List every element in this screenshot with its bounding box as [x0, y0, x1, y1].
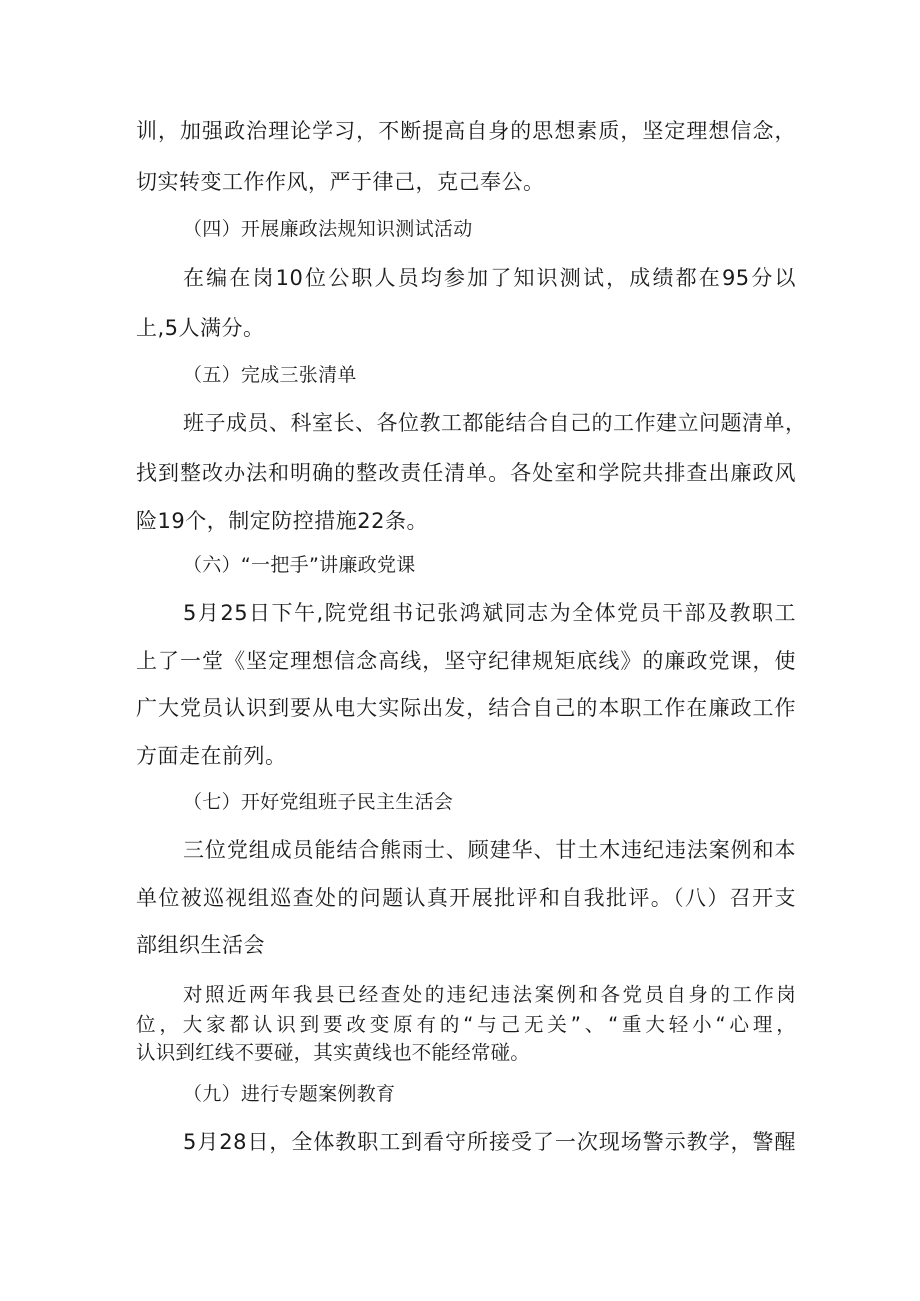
paragraph-line: 班子成员、科室长、各位教工都能结合自己的工作建立问题清单， — [183, 411, 807, 435]
paragraph-line: 对照近两年我县已经查处的违纪违法案例和各党员自身的工作岗 — [183, 983, 796, 1006]
paragraph-line: 切实转变工作作风，严于律己，克己奉公。 — [136, 170, 545, 194]
paragraph-line: 5月28日，全体教职工到看守所接受了一次现场警示教学，警醒 — [183, 1130, 796, 1154]
paragraph-line: 广大党员认识到要从电大实际出发，结合自己的本职工作在廉政工作 — [136, 696, 796, 720]
paragraph-line: 方面走在前列。 — [136, 744, 287, 768]
paragraph-line: 上,5人满分。 — [136, 316, 265, 340]
paragraph-line: 训，加强政治理论学习，不断提高自身的思想素质，坚定理想信念， — [136, 119, 796, 143]
section-heading-6: （六）“一把手”讲廉政党课 — [183, 554, 416, 576]
paragraph-line: 位，大家都认识到要改变原有的“与己无关”、“重大轻小“心理， — [136, 1013, 796, 1036]
paragraph-line: 找到整改办法和明确的整改责任清单。各处室和学院共排查出廉政风 — [136, 461, 796, 485]
paragraph-line: 在编在岗10位公职人员均参加了知识测试，成绩都在95分以 — [183, 266, 796, 290]
paragraph-line: 险19个，制定防控措施22条。 — [136, 509, 428, 533]
paragraph-line: 三位党组成员能结合熊雨士、顾建华、甘土木违纪违法案例和本 — [183, 838, 796, 862]
section-heading-4: （四）开展廉政法规知识测试活动 — [183, 218, 473, 240]
section-heading-5: （五）完成三张清单 — [183, 364, 357, 386]
paragraph-line: 部组织生活会 — [136, 933, 265, 957]
paragraph-line: 5月25日下午,院党组书记张鸿斌同志为全体党员干部及教职工 — [183, 601, 796, 625]
section-heading-9: （九）进行专题案例教育 — [183, 1083, 396, 1105]
paragraph-line: 认识到红线不要碰，其实黄线也不能经常碰。 — [136, 1041, 531, 1064]
paragraph-line: 单位被巡视组巡查处的问题认真开展批评和自我批评。（八）召开支 — [136, 886, 796, 910]
paragraph-line: 上了一堂《坚定理想信念高线，坚守纪律规矩底线》的廉政党课，使 — [136, 649, 796, 673]
section-heading-7: （七）开好党组班子民主生活会 — [183, 791, 454, 813]
